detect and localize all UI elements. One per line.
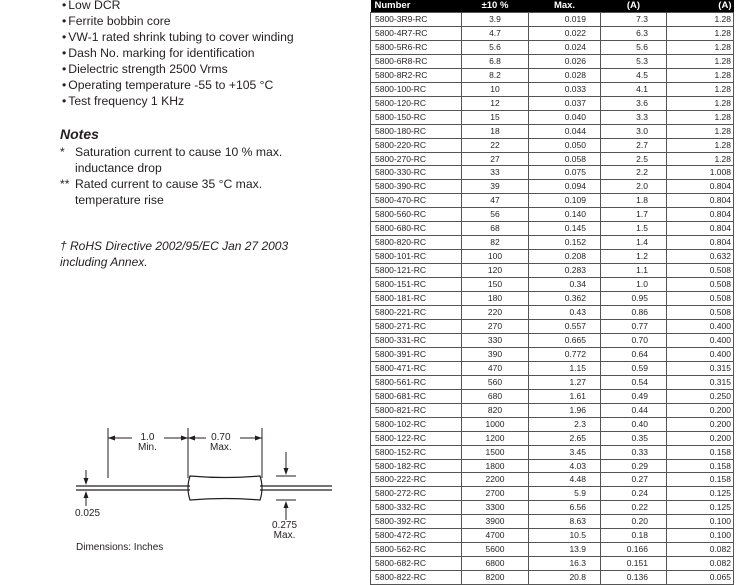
cell-saturation-current: 0.27 [601,473,667,487]
cell-dcr: 0.145 [529,222,601,236]
table-row [371,347,734,361]
cell-inductance: 3300 [462,501,529,515]
cell-inductance: 56 [462,208,529,222]
cell-rated-current: 0.065 [667,571,734,585]
cell-saturation-current: 7.3 [601,13,667,27]
cell-part-number: 5800-152-RC [371,445,462,459]
cell-dcr: 0.772 [529,347,601,361]
cell-inductance: 12 [462,96,529,110]
cell-rated-current: 0.400 [667,319,734,333]
cell-rated-current: 0.804 [667,180,734,194]
cell-saturation-current: 0.44 [601,403,667,417]
cell-rated-current: 0.804 [667,236,734,250]
cell-rated-current: 0.200 [667,431,734,445]
cell-inductance: 82 [462,236,529,250]
table-row [371,333,734,347]
cell-part-number: 5800-4R7-RC [371,26,462,40]
cell-part-number: 5800-390-RC [371,180,462,194]
cell-saturation-current: 0.151 [601,557,667,571]
table-row [371,96,734,110]
arrowhead [255,436,262,441]
cell-dcr: 2.3 [529,417,601,431]
cell-rated-current: 1.28 [667,68,734,82]
cell-inductance: 180 [462,292,529,306]
arrowhead [181,436,188,441]
cell-dcr: 1.15 [529,361,601,375]
arrowhead [84,491,89,498]
cell-part-number: 5800-122-RC [371,431,462,445]
cell-part-number: 5800-270-RC [371,152,462,166]
cell-part-number: 5800-150-RC [371,110,462,124]
arrowhead [108,436,115,441]
table-row [371,40,734,54]
cell-saturation-current: 0.54 [601,375,667,389]
cell-rated-current: 0.508 [667,292,734,306]
cell-part-number: 5800-102-RC [371,417,462,431]
cell-saturation-current: 0.64 [601,347,667,361]
table-row [371,543,734,557]
cell-rated-current: 0.158 [667,459,734,473]
cell-part-number: 5800-561-RC [371,375,462,389]
cell-rated-current: 0.508 [667,306,734,320]
cell-inductance: 39 [462,180,529,194]
table-row [371,292,734,306]
cell-dcr: 0.109 [529,194,601,208]
cell-rated-current: 1.28 [667,110,734,124]
cell-rated-current: 0.400 [667,347,734,361]
cell-inductance: 1500 [462,445,529,459]
cell-rated-current: 0.508 [667,278,734,292]
cell-inductance: 4700 [462,529,529,543]
note-marker: * [60,145,65,159]
cell-rated-current: 0.158 [667,445,734,459]
cell-dcr: 0.152 [529,236,601,250]
table-row [371,208,734,222]
cell-inductance: 820 [462,403,529,417]
cell-saturation-current: 1.7 [601,208,667,222]
cell-saturation-current: 0.95 [601,292,667,306]
cell-saturation-current: 5.6 [601,40,667,54]
cell-rated-current: 0.400 [667,333,734,347]
cell-saturation-current: 5.3 [601,54,667,68]
cell-dcr: 0.140 [529,208,601,222]
cell-part-number: 5800-181-RC [371,292,462,306]
cell-saturation-current: 0.59 [601,361,667,375]
cell-inductance: 5.6 [462,40,529,54]
cell-part-number: 5800-472-RC [371,529,462,543]
column-header-number: Number [371,0,462,13]
table-row [371,152,734,166]
cell-part-number: 5800-271-RC [371,319,462,333]
cell-dcr: 0.024 [529,40,601,54]
cell-rated-current: 1.28 [667,54,734,68]
table-row [371,403,734,417]
column-header-rated-current: (A) [667,0,734,13]
cell-dcr: 0.050 [529,138,601,152]
table-row [371,487,734,501]
cell-dcr: 0.43 [529,306,601,320]
cell-rated-current: 0.632 [667,250,734,264]
cell-saturation-current: 0.29 [601,459,667,473]
lead-diameter-label: 0.025 [75,508,101,519]
cell-dcr: 0.362 [529,292,601,306]
cell-saturation-current: 0.24 [601,487,667,501]
cell-part-number: 5800-272-RC [371,487,462,501]
cell-inductance: 330 [462,333,529,347]
table-row [371,180,734,194]
dimension-note: Max. [273,530,296,541]
cell-inductance: 10 [462,82,529,96]
column-header-dcr: Max. [529,0,601,13]
cell-inductance: 220 [462,306,529,320]
table-row [371,82,734,96]
dimension-value: 0.275 [272,520,298,531]
cell-saturation-current: 1.8 [601,194,667,208]
cell-inductance: 100 [462,250,529,264]
cell-rated-current: 0.125 [667,501,734,515]
dimension-value: 1.0 [140,432,155,443]
table-row [371,417,734,431]
cell-part-number: 5800-391-RC [371,347,462,361]
cell-dcr: 0.058 [529,152,601,166]
cell-inductance: 1800 [462,459,529,473]
cell-part-number: 5800-822-RC [371,571,462,585]
cell-dcr: 0.033 [529,82,601,96]
cell-part-number: 5800-330-RC [371,166,462,180]
cell-saturation-current: 4.1 [601,82,667,96]
cell-inductance: 680 [462,389,529,403]
cell-inductance: 3900 [462,515,529,529]
cell-dcr: 0.037 [529,96,601,110]
cell-part-number: 5800-332-RC [371,501,462,515]
cell-rated-current: 0.082 [667,557,734,571]
table-row [371,194,734,208]
table-row [371,515,734,529]
lead-length-label [138,433,157,453]
cell-inductance: 33 [462,166,529,180]
cell-part-number: 5800-821-RC [371,403,462,417]
cell-part-number: 5800-392-RC [371,515,462,529]
cell-inductance: 5600 [462,543,529,557]
cell-saturation-current: 1.5 [601,222,667,236]
cell-rated-current: 1.28 [667,40,734,54]
cell-dcr: 16.3 [529,557,601,571]
cell-inductance: 27 [462,152,529,166]
cell-dcr: 0.075 [529,166,601,180]
cell-dcr: 4.48 [529,473,601,487]
cell-saturation-current: 0.18 [601,529,667,543]
cell-inductance: 22 [462,138,529,152]
cell-part-number: 5800-331-RC [371,333,462,347]
cell-part-number: 5800-121-RC [371,264,462,278]
cell-saturation-current: 0.86 [601,306,667,320]
cell-saturation-current: 0.35 [601,431,667,445]
arrowhead [84,478,89,485]
cell-dcr: 0.208 [529,250,601,264]
cell-inductance: 47 [462,194,529,208]
feature-item: • VW-1 rated shrink tubing to cover winding [62,29,294,45]
table-row [371,110,734,124]
column-header-inductance: ±10 % [462,0,529,13]
cell-dcr: 8.63 [529,515,601,529]
cell-rated-current: 1.28 [667,124,734,138]
cell-dcr: 10.5 [529,529,601,543]
cell-dcr: 0.557 [529,319,601,333]
cell-rated-current: 0.200 [667,403,734,417]
cell-dcr: 1.96 [529,403,601,417]
cell-saturation-current: 0.70 [601,333,667,347]
cell-rated-current: 0.200 [667,417,734,431]
cell-dcr: 0.026 [529,54,601,68]
cell-inductance: 2700 [462,487,529,501]
cell-part-number: 5800-681-RC [371,389,462,403]
cell-part-number: 5800-471-RC [371,361,462,375]
cell-dcr: 6.56 [529,501,601,515]
cell-part-number: 5800-562-RC [371,543,462,557]
cell-rated-current: 0.158 [667,473,734,487]
cell-saturation-current: 3.0 [601,124,667,138]
cell-rated-current: 1.28 [667,96,734,110]
cell-inductance: 68 [462,222,529,236]
cell-part-number: 5800-680-RC [371,222,462,236]
table-row [371,68,734,82]
cell-rated-current: 0.804 [667,222,734,236]
cell-inductance: 4.7 [462,26,529,40]
note-text: Rated current to cause 35 °C max. temperature rise [75,177,263,207]
table-row [371,13,734,27]
cell-part-number: 5800-221-RC [371,306,462,320]
cell-part-number: 5800-151-RC [371,278,462,292]
table-row [371,222,734,236]
column-header-saturation-current: (A) [601,0,667,13]
cell-inductance: 3.9 [462,13,529,27]
cell-dcr: 0.022 [529,26,601,40]
cell-part-number: 5800-820-RC [371,236,462,250]
dimensions-caption: Dimensions: Inches [76,542,164,553]
arrowhead [284,501,289,508]
cell-dcr: 13.9 [529,543,601,557]
cell-saturation-current: 6.3 [601,26,667,40]
cell-saturation-current: 1.0 [601,278,667,292]
cell-inductance: 8200 [462,571,529,585]
cell-dcr: 0.34 [529,278,601,292]
cell-part-number: 5800-120-RC [371,96,462,110]
cell-rated-current: 0.804 [667,208,734,222]
cell-inductance: 120 [462,264,529,278]
cell-inductance: 270 [462,319,529,333]
cell-rated-current: 1.28 [667,13,734,27]
cell-dcr: 2.65 [529,431,601,445]
feature-item: • Ferrite bobbin core [62,13,294,29]
cell-part-number: 5800-560-RC [371,208,462,222]
table-row [371,431,734,445]
table-row [371,529,734,543]
cell-saturation-current: 0.40 [601,417,667,431]
table-row [371,473,734,487]
body-diameter-label [272,521,297,541]
cell-dcr: 3.45 [529,445,601,459]
inductor-spec-table [370,0,734,585]
cell-saturation-current: 0.136 [601,571,667,585]
table-row [371,236,734,250]
cell-rated-current: 1.008 [667,166,734,180]
cell-dcr: 4.03 [529,459,601,473]
cell-saturation-current: 0.22 [601,501,667,515]
table-row [371,375,734,389]
feature-item: • Test frequency 1 KHz [62,93,294,109]
cell-saturation-current: 0.166 [601,543,667,557]
cell-saturation-current: 1.1 [601,264,667,278]
body-length-label [210,433,232,453]
cell-inductance: 390 [462,347,529,361]
feature-item: • Operating temperature -55 to +105 °C [62,77,294,93]
cell-part-number: 5800-6R8-RC [371,54,462,68]
cell-part-number: 5800-182-RC [371,459,462,473]
table-row [371,319,734,333]
cell-dcr: 0.665 [529,333,601,347]
cell-rated-current: 1.28 [667,138,734,152]
cell-saturation-current: 2.7 [601,138,667,152]
cell-inductance: 560 [462,375,529,389]
cell-rated-current: 0.082 [667,543,734,557]
table-row [371,138,734,152]
cell-inductance: 470 [462,361,529,375]
cell-rated-current: 1.28 [667,152,734,166]
table-row [371,278,734,292]
cell-saturation-current: 0.33 [601,445,667,459]
dimension-note: Min. [138,442,157,453]
cell-saturation-current: 4.5 [601,68,667,82]
cell-inductance: 1200 [462,431,529,445]
arrowhead [188,436,195,441]
note-marker: ** [60,177,70,191]
cell-part-number: 5800-3R9-RC [371,13,462,27]
table-row [371,306,734,320]
table-row [371,389,734,403]
table-row [371,459,734,473]
cell-saturation-current: 3.3 [601,110,667,124]
cell-rated-current: 0.315 [667,375,734,389]
dimension-value: 0.70 [211,432,231,443]
cell-part-number: 5800-180-RC [371,124,462,138]
cell-rated-current: 0.100 [667,515,734,529]
feature-item: • Low DCR [62,0,294,13]
cell-saturation-current: 1.2 [601,250,667,264]
cell-inductance: 2200 [462,473,529,487]
table-row [371,264,734,278]
cell-part-number: 5800-100-RC [371,82,462,96]
cell-inductance: 6.8 [462,54,529,68]
cell-saturation-current: 2.2 [601,166,667,180]
table-row [371,445,734,459]
cell-rated-current: 0.100 [667,529,734,543]
cell-inductance: 1000 [462,417,529,431]
table-row [371,26,734,40]
cell-rated-current: 0.315 [667,361,734,375]
table-row [371,54,734,68]
cell-inductance: 15 [462,110,529,124]
cell-part-number: 5800-682-RC [371,557,462,571]
cell-dcr: 1.27 [529,375,601,389]
cell-inductance: 8.2 [462,68,529,82]
cell-part-number: 5800-470-RC [371,194,462,208]
cell-rated-current: 1.28 [667,82,734,96]
cell-rated-current: 0.804 [667,194,734,208]
cell-saturation-current: 0.49 [601,389,667,403]
table-row [371,361,734,375]
cell-rated-current: 1.28 [667,26,734,40]
cell-dcr: 0.040 [529,110,601,124]
cell-rated-current: 0.250 [667,389,734,403]
dimension-drawing [0,0,370,578]
cell-part-number: 5800-222-RC [371,473,462,487]
table-header-row [371,0,734,13]
feature-item: • Dielectric strength 2500 Vrms [62,61,294,77]
cell-inductance: 150 [462,278,529,292]
table-row [371,250,734,264]
cell-part-number: 5800-5R6-RC [371,40,462,54]
notes-title: Notes [60,126,99,142]
cell-saturation-current: 3.6 [601,96,667,110]
note-text: Saturation current to cause 10 % max. inductance drop [75,145,283,175]
table-row [371,557,734,571]
table-row [371,166,734,180]
cell-saturation-current: 2.0 [601,180,667,194]
cell-saturation-current: 1.4 [601,236,667,250]
arrowhead [284,468,289,475]
feature-item: • Dash No. marking for identification [62,45,294,61]
cell-dcr: 1.61 [529,389,601,403]
cell-dcr: 0.044 [529,124,601,138]
cell-part-number: 5800-220-RC [371,138,462,152]
cell-dcr: 0.019 [529,13,601,27]
rohs-footnote: † RoHS Directive 2002/95/EC Jan 27 2003 including Annex. [60,239,289,269]
table-row [371,501,734,515]
cell-saturation-current: 0.20 [601,515,667,529]
cell-inductance: 18 [462,124,529,138]
inductor-body [188,476,262,500]
cell-dcr: 0.094 [529,180,601,194]
cell-inductance: 6800 [462,557,529,571]
cell-dcr: 20.8 [529,571,601,585]
cell-dcr: 0.028 [529,68,601,82]
cell-part-number: 5800-8R2-RC [371,68,462,82]
cell-part-number: 5800-101-RC [371,250,462,264]
cell-saturation-current: 0.77 [601,319,667,333]
cell-rated-current: 0.125 [667,487,734,501]
table-row [371,124,734,138]
cell-rated-current: 0.508 [667,264,734,278]
dimension-note: Max. [210,442,232,453]
cell-dcr: 0.283 [529,264,601,278]
cell-dcr: 5.9 [529,487,601,501]
cell-saturation-current: 2.5 [601,152,667,166]
